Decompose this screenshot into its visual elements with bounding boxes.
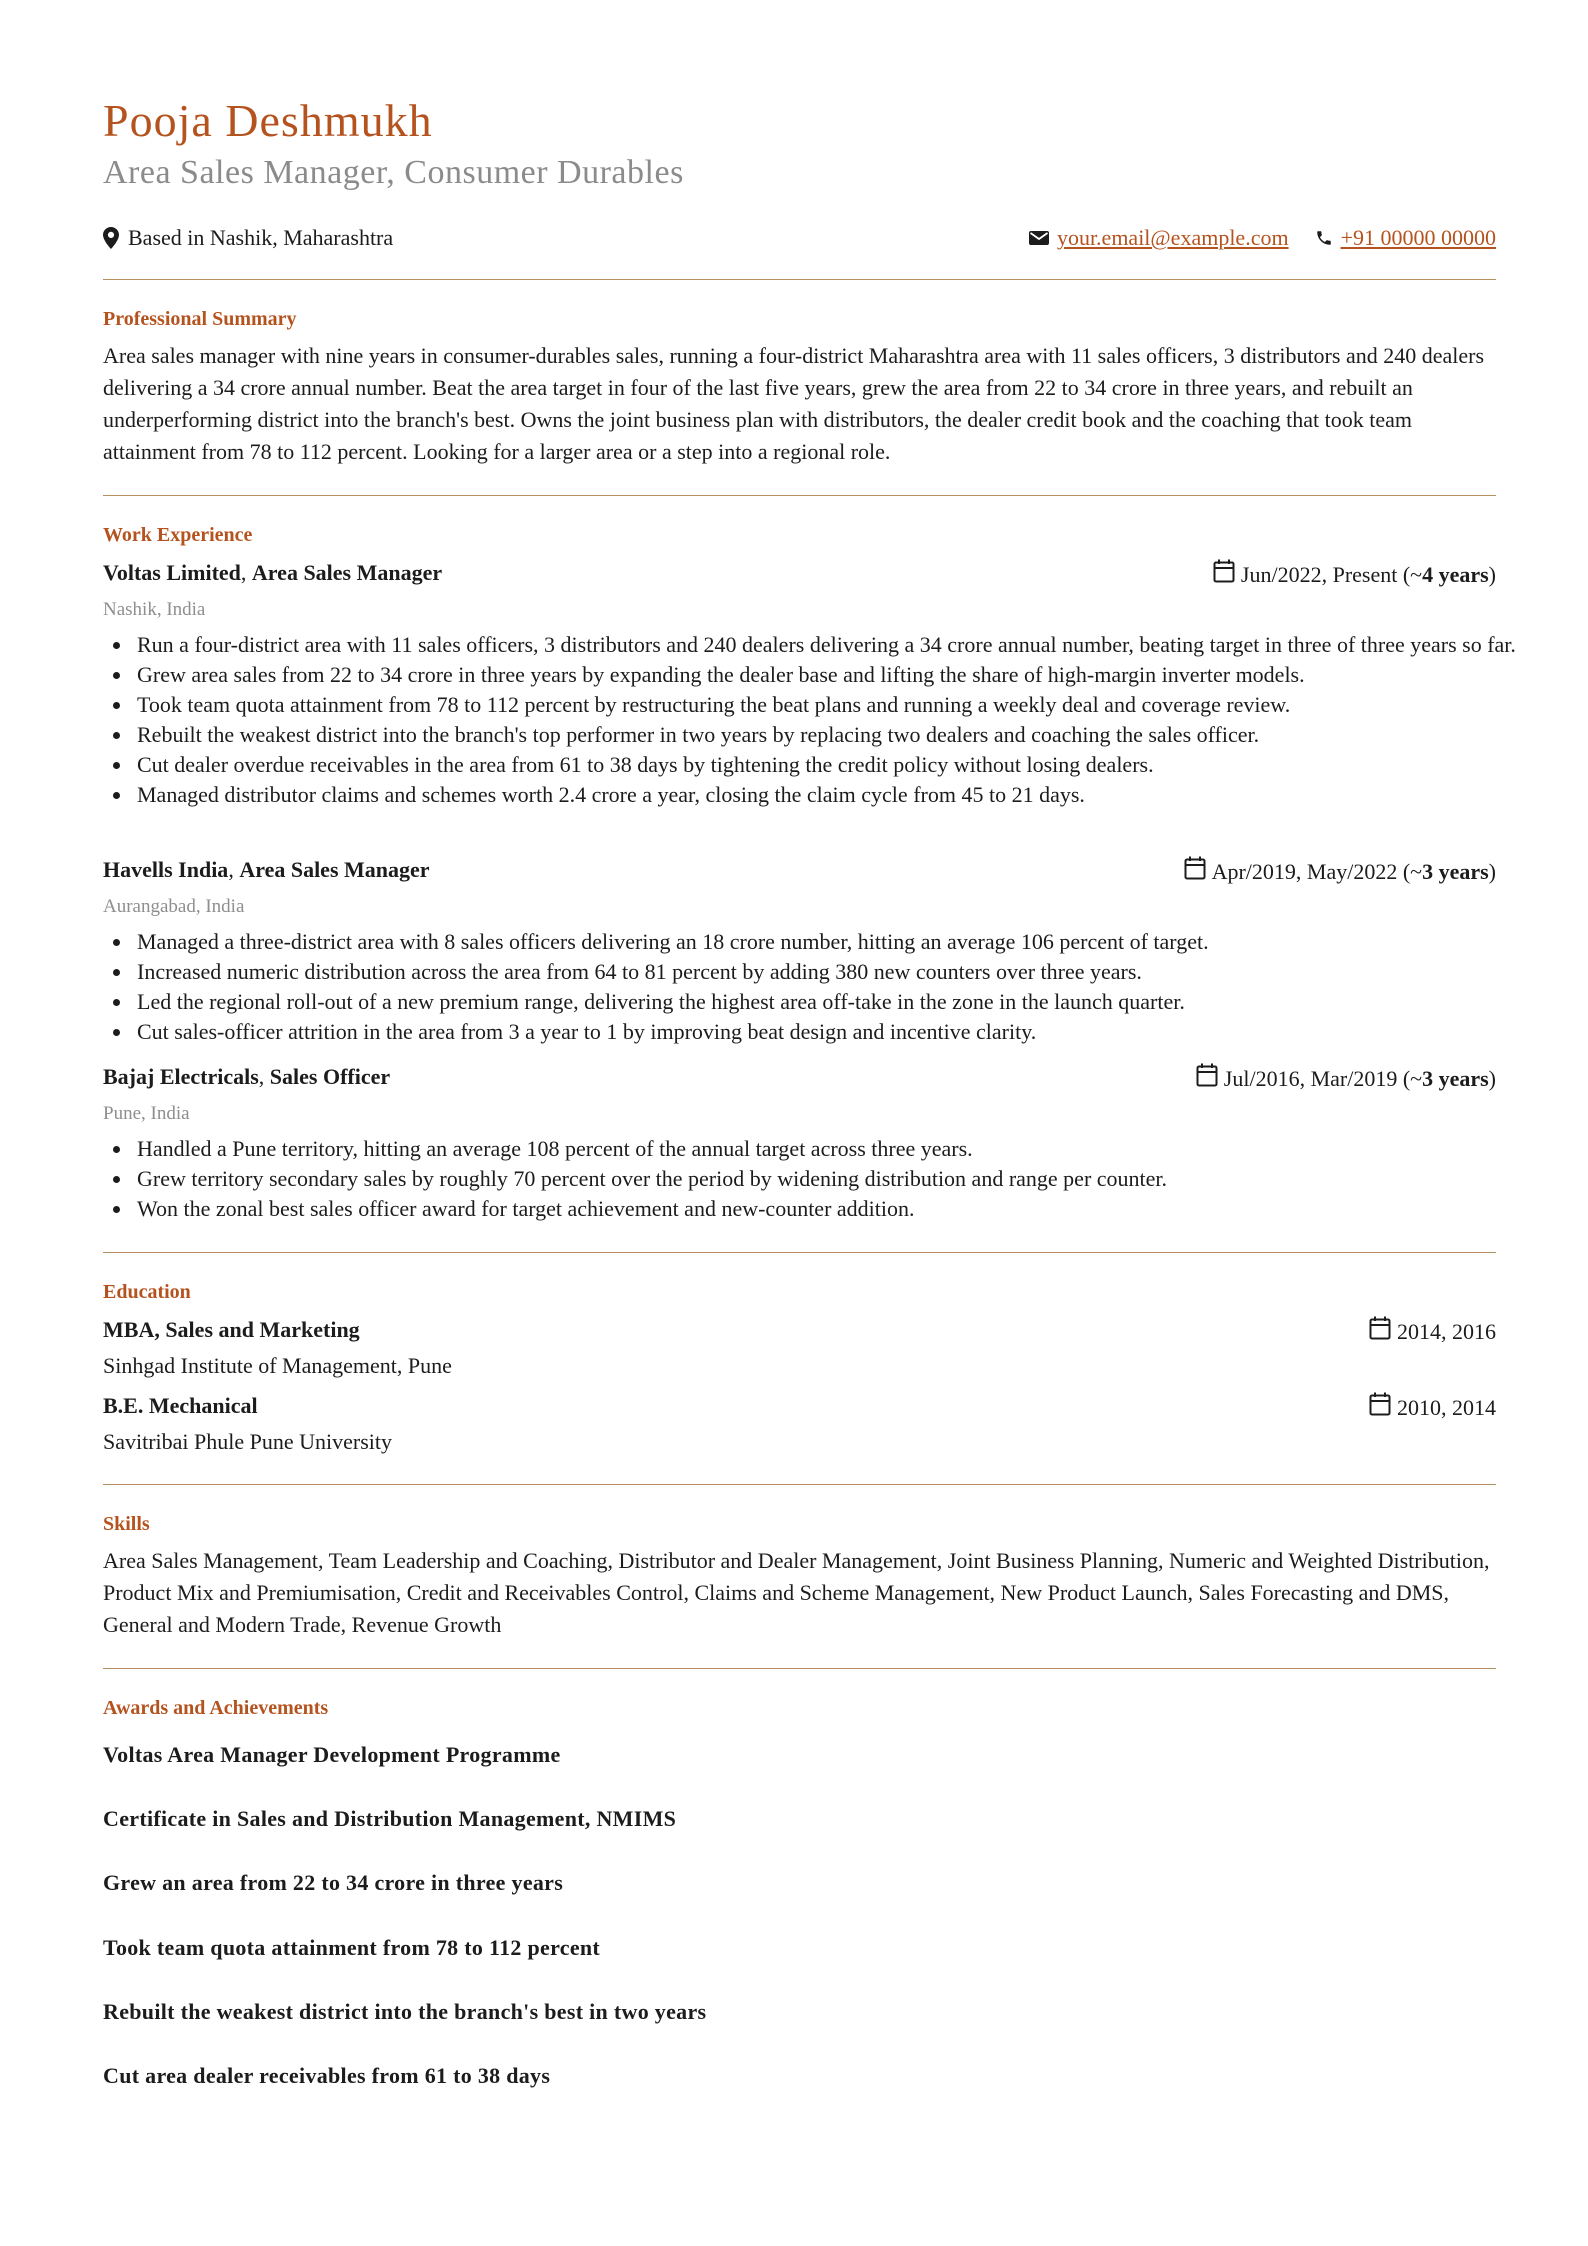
job-role: Sales Officer bbox=[269, 1064, 391, 1089]
award-item: Certificate in Sales and Distribution Management, NMIMS bbox=[103, 1806, 677, 1831]
job-dates bbox=[1213, 559, 1496, 590]
calendar-icon bbox=[1369, 1392, 1397, 1423]
list-item: Handled a Pune territory, hitting an average 108 percent of the annual target across three years. bbox=[137, 1134, 1530, 1164]
date-range: Jul/2016, Mar/2019 (~ bbox=[1223, 1065, 1423, 1091]
date-close: ) bbox=[1488, 561, 1496, 587]
divider bbox=[103, 1484, 1496, 1485]
calendar-icon bbox=[1184, 856, 1212, 887]
list-item: Cut dealer overdue receivables in the area from 61 to 38 days by tightening the credit policy without losing dealers. bbox=[137, 750, 1530, 780]
section-heading-experience: Work Experience bbox=[103, 524, 253, 546]
summary-text: Area sales manager with nine years in consumer-durables sales, running a four-district Maharashtra area with 11 sales officers, 3 distributors and 240 dealers delivering a 34 crore annual number. Beat the area target in four of the last five years, grew the area from 22 to 34 crore in three years, and rebuilt an underperforming district into the branch's best. Owns the joint business plan with distributors, the dealer credit book and the coaching that took team attainment from 78 to 112 percent. Looking for a larger area or a step into a regional role. bbox=[103, 343, 1485, 464]
education-dates bbox=[1369, 1316, 1496, 1347]
calendar-icon bbox=[1213, 559, 1241, 590]
list-item: Run a four-district area with 11 sales officers, 3 distributors and 240 dealers delivering a 34 crore annual number, beating target in three of three years so far. bbox=[137, 630, 1530, 660]
award-item: Rebuilt the weakest district into the branch's best in two years bbox=[103, 1999, 707, 2024]
award-item: Took team quota attainment from 78 to 112 percent bbox=[103, 1935, 601, 1960]
skills-text: Area Sales Management, Team Leadership and Coaching, Distributor and Dealer Management, Joint Business Planning, Numeric and Weighted Distribution, Product Mix and Premiumisation, Credit and Receivables Control, Claims and Scheme Management, New Product Launch, Sales Forecasting and DMS, General and Modern Trade, Revenue Growth bbox=[103, 1548, 1490, 1637]
email-icon bbox=[1029, 230, 1049, 246]
list-item: Increased numeric distribution across the area from 64 to 81 percent by adding 380 new counters over three years. bbox=[137, 957, 1530, 987]
job-location: Pune, India bbox=[103, 1103, 190, 1124]
job-bullets bbox=[103, 1134, 1530, 1224]
job-role: Area Sales Manager bbox=[239, 857, 430, 882]
location bbox=[103, 224, 393, 252]
list-item: Grew area sales from 22 to 34 crore in three years by expanding the dealer base and lifting the share of high-margin inverter models. bbox=[137, 660, 1530, 690]
date-range: Apr/2019, May/2022 (~ bbox=[1211, 858, 1423, 884]
education-degree: B.E. Mechanical bbox=[103, 1393, 258, 1418]
list-item: Cut sales-officer attrition in the area from 3 a year to 1 by improving beat design and incentive clarity. bbox=[137, 1017, 1530, 1047]
job-company: Bajaj Electricals bbox=[103, 1064, 259, 1089]
duration: 3 years bbox=[1422, 1065, 1489, 1091]
date-range: 2010, 2014 bbox=[1397, 1394, 1496, 1420]
divider bbox=[103, 1252, 1496, 1253]
job-bullets bbox=[103, 630, 1530, 810]
list-item: Managed distributor claims and schemes worth 2.4 crore a year, closing the claim cycle from 45 to 21 days. bbox=[137, 780, 1530, 810]
education-institution: Sinhgad Institute of Management, Pune bbox=[103, 1353, 452, 1378]
section-heading-education: Education bbox=[103, 1281, 191, 1303]
list-item: Grew territory secondary sales by roughly 70 percent over the period by widening distribution and range per counter. bbox=[137, 1164, 1530, 1194]
job-role: Area Sales Manager bbox=[251, 560, 443, 585]
job-title: Voltas Limited, Area Sales Manager bbox=[103, 560, 443, 585]
education-dates bbox=[1369, 1392, 1496, 1423]
list-item: Won the zonal best sales officer award for target achievement and new-counter addition. bbox=[137, 1194, 1530, 1224]
location-text: Based in Nashik, Maharashtra bbox=[128, 225, 394, 250]
date-range: Jun/2022, Present (~ bbox=[1240, 561, 1423, 587]
award-item: Grew an area from 22 to 34 crore in three years bbox=[103, 1870, 564, 1895]
award-item: Cut area dealer receivables from 61 to 38 days bbox=[103, 2063, 551, 2088]
job-title: Havells India, Area Sales Manager bbox=[103, 857, 430, 882]
list-item: Took team quota attainment from 78 to 112 percent by restructuring the beat plans and running a weekly deal and coverage review. bbox=[137, 690, 1530, 720]
phone-link[interactable]: +91 00000 00000 bbox=[1340, 225, 1496, 250]
education-institution: Savitribai Phule Pune University bbox=[103, 1429, 393, 1454]
candidate-name: Pooja Deshmukh bbox=[103, 95, 433, 146]
duration: 3 years bbox=[1422, 858, 1489, 884]
date-range: 2014, 2016 bbox=[1397, 1318, 1496, 1344]
candidate-title: Area Sales Manager, Consumer Durables bbox=[103, 154, 684, 191]
contact-links bbox=[1029, 224, 1496, 252]
job-location: Aurangabad, India bbox=[103, 896, 245, 917]
list-item: Rebuilt the weakest district into the branch's top performer in two years by replacing two dealers and coaching the sales officer. bbox=[137, 720, 1530, 750]
date-close: ) bbox=[1488, 858, 1496, 884]
job-company: Voltas Limited bbox=[103, 560, 241, 585]
job-title: Bajaj Electricals, Sales Officer bbox=[103, 1064, 391, 1089]
section-heading-awards: Awards and Achievements bbox=[103, 1697, 329, 1719]
education-degree: MBA, Sales and Marketing bbox=[103, 1317, 360, 1342]
list-item: Managed a three-district area with 8 sales officers delivering an 18 crore number, hitting an average 106 percent of target. bbox=[137, 927, 1530, 957]
list-item: Led the regional roll-out of a new premium range, delivering the highest area off-take in the zone in the launch quarter. bbox=[137, 987, 1530, 1017]
section-heading-skills: Skills bbox=[103, 1513, 150, 1535]
divider bbox=[103, 495, 1496, 496]
job-bullets bbox=[103, 927, 1530, 1047]
email-link[interactable]: your.email@example.com bbox=[1056, 225, 1289, 250]
calendar-icon bbox=[1369, 1316, 1397, 1347]
phone-icon bbox=[1315, 229, 1333, 247]
job-dates bbox=[1196, 1063, 1496, 1094]
divider bbox=[103, 279, 1496, 280]
divider bbox=[103, 1668, 1496, 1669]
section-heading-summary: Professional Summary bbox=[103, 308, 297, 330]
duration: 4 years bbox=[1422, 561, 1489, 587]
award-item: Voltas Area Manager Development Programme bbox=[103, 1742, 561, 1767]
calendar-icon bbox=[1196, 1063, 1224, 1094]
job-dates bbox=[1184, 856, 1496, 887]
job-location: Nashik, India bbox=[103, 599, 206, 620]
location-pin-icon bbox=[103, 227, 119, 249]
job-company: Havells India bbox=[103, 857, 229, 882]
date-close: ) bbox=[1488, 1065, 1496, 1091]
